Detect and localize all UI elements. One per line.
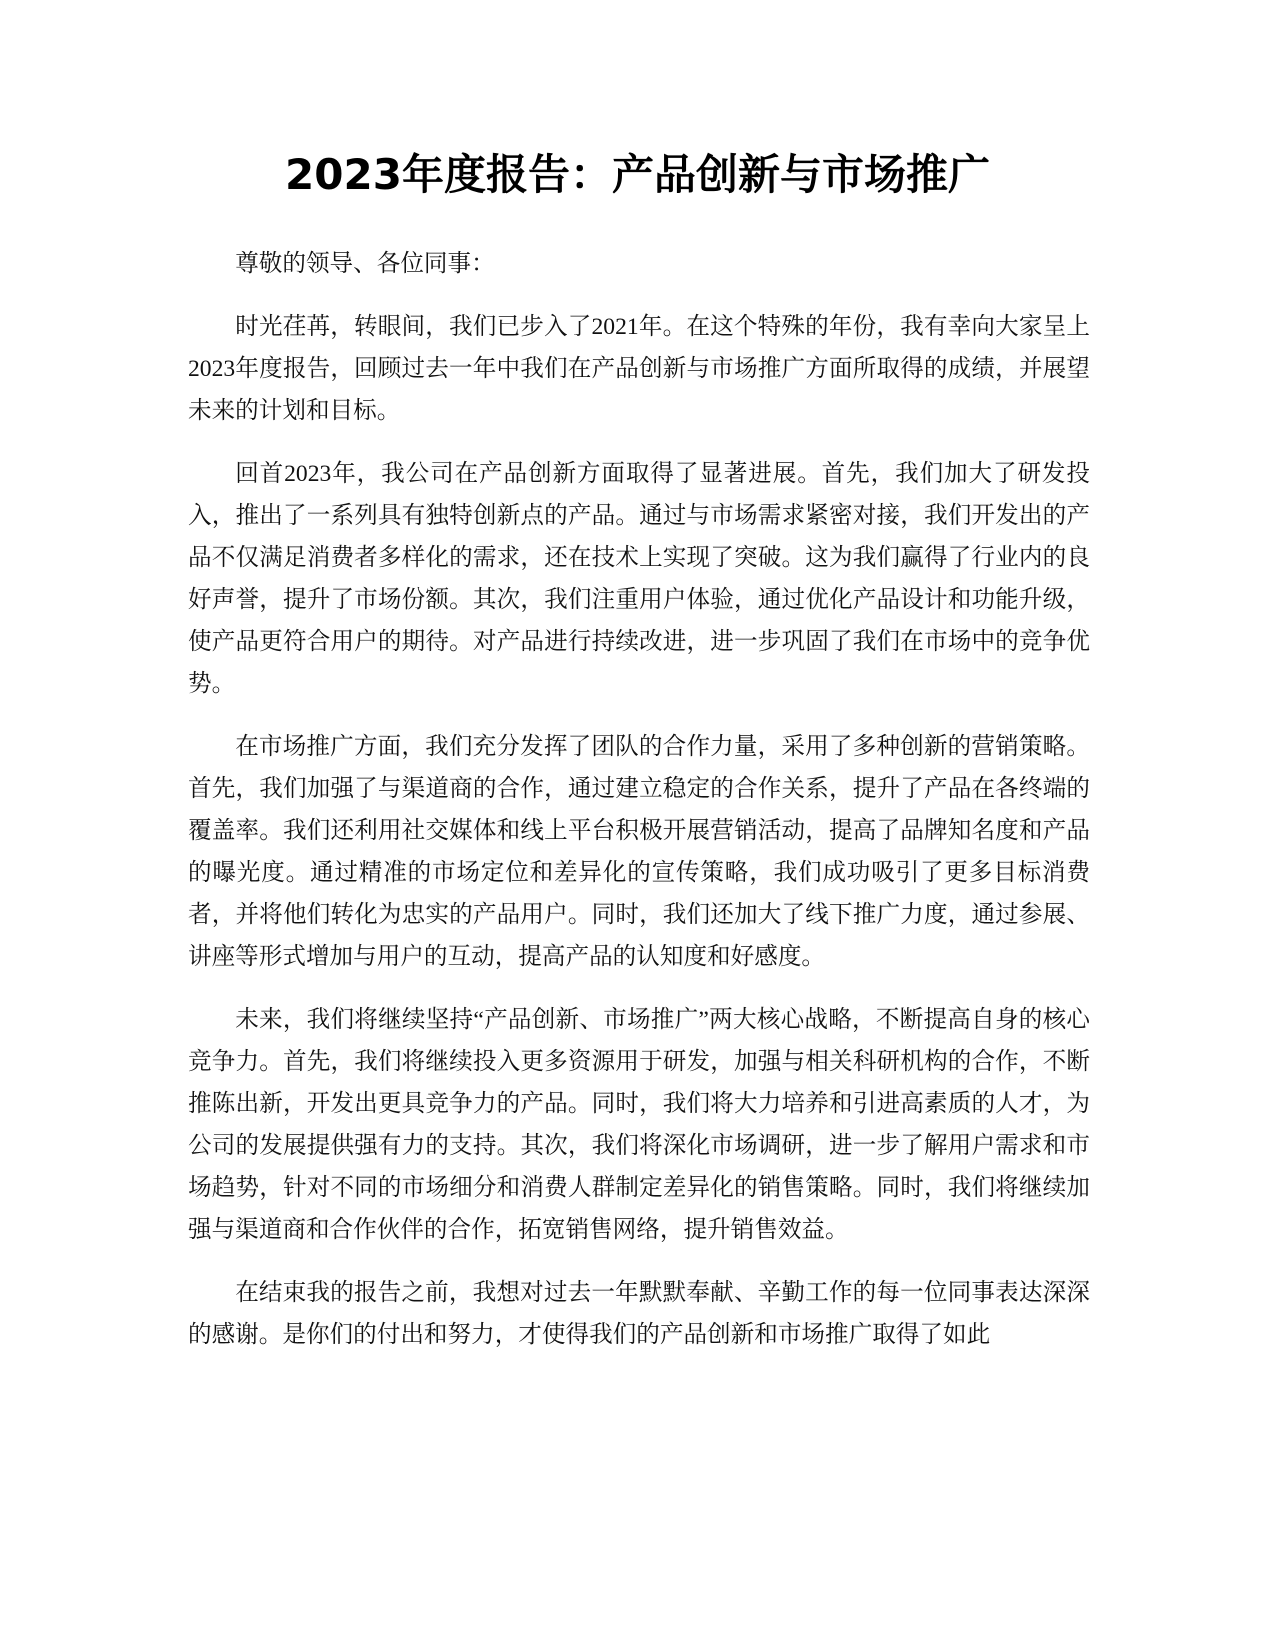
marketing-paragraph: 在市场推广方面，我们充分发挥了团队的合作力量，采用了多种创新的营销策略。首先，我们加强了与渠道商的合作，通过建立稳定的合作关系，提升了产品在各终端的覆盖率。我们还利用社交媒体和线上平台积极开展营销活动，提高了品牌知名度和产品的曝光度。通过精准的市场定位和差异化的宣传策略，我们成功吸引了更多目标消费者，并将他们转化为忠实的产品用户。同时，我们还加大了线下推广力度，通过参展、讲座等形式增加与用户的互动，提高产品的认知度和好感度。 — [188, 734, 1090, 970]
closing-paragraph: 在结束我的报告之前，我想对过去一年默默奉献、辛勤工作的每一位同事表达深深的感谢。是你们的付出和努力，才使得我们的产品创新和市场推广取得了如此 — [188, 1280, 1090, 1348]
future-plans-paragraph: 未来，我们将继续坚持“产品创新、市场推广”两大核心战略，不断提高自身的核心竞争力。首先，我们将继续投入更多资源用于研发，加强与相关科研机构的合作，不断推陈出新，开发出更具竞争力的产品。同时，我们将大力培养和引进高素质的人才，为公司的发展提供强有力的支持。其次，我们将深化市场调研，进一步了解用户需求和市场趋势，针对不同的市场细分和消费人群制定差异化的销售策略。同时，我们将继续加强与渠道商和合作伙伴的合作，拓宽销售网络，提升销售效益。 — [188, 1007, 1090, 1243]
document-title: 2023年度报告：产品创新与市场推广 — [285, 150, 990, 199]
document-body — [188, 243, 1090, 1377]
intro-paragraph: 时光荏苒，转眼间，我们已步入了2021年。在这个特殊的年份，我有幸向大家呈上2023年度报告，回顾过去一年中我们在产品创新与市场推广方面所取得的成绩，并展望未来的计划和目标。 — [188, 314, 1090, 424]
salutation-paragraph: 尊敬的领导、各位同事： — [235, 251, 495, 277]
product-innovation-paragraph: 回首2023年，我公司在产品创新方面取得了显著进展。首先，我们加大了研发投入，推出了一系列具有独特创新点的产品。通过与市场需求紧密对接，我们开发出的产品不仅满足消费者多样化的需求，还在技术上实现了突破。这为我们赢得了行业内的良好声誉，提升了市场份额。其次，我们注重用户体验，通过优化产品设计和功能升级，使产品更符合用户的期待。对产品进行持续改进，进一步巩固了我们在市场中的竞争优势。 — [188, 461, 1090, 697]
